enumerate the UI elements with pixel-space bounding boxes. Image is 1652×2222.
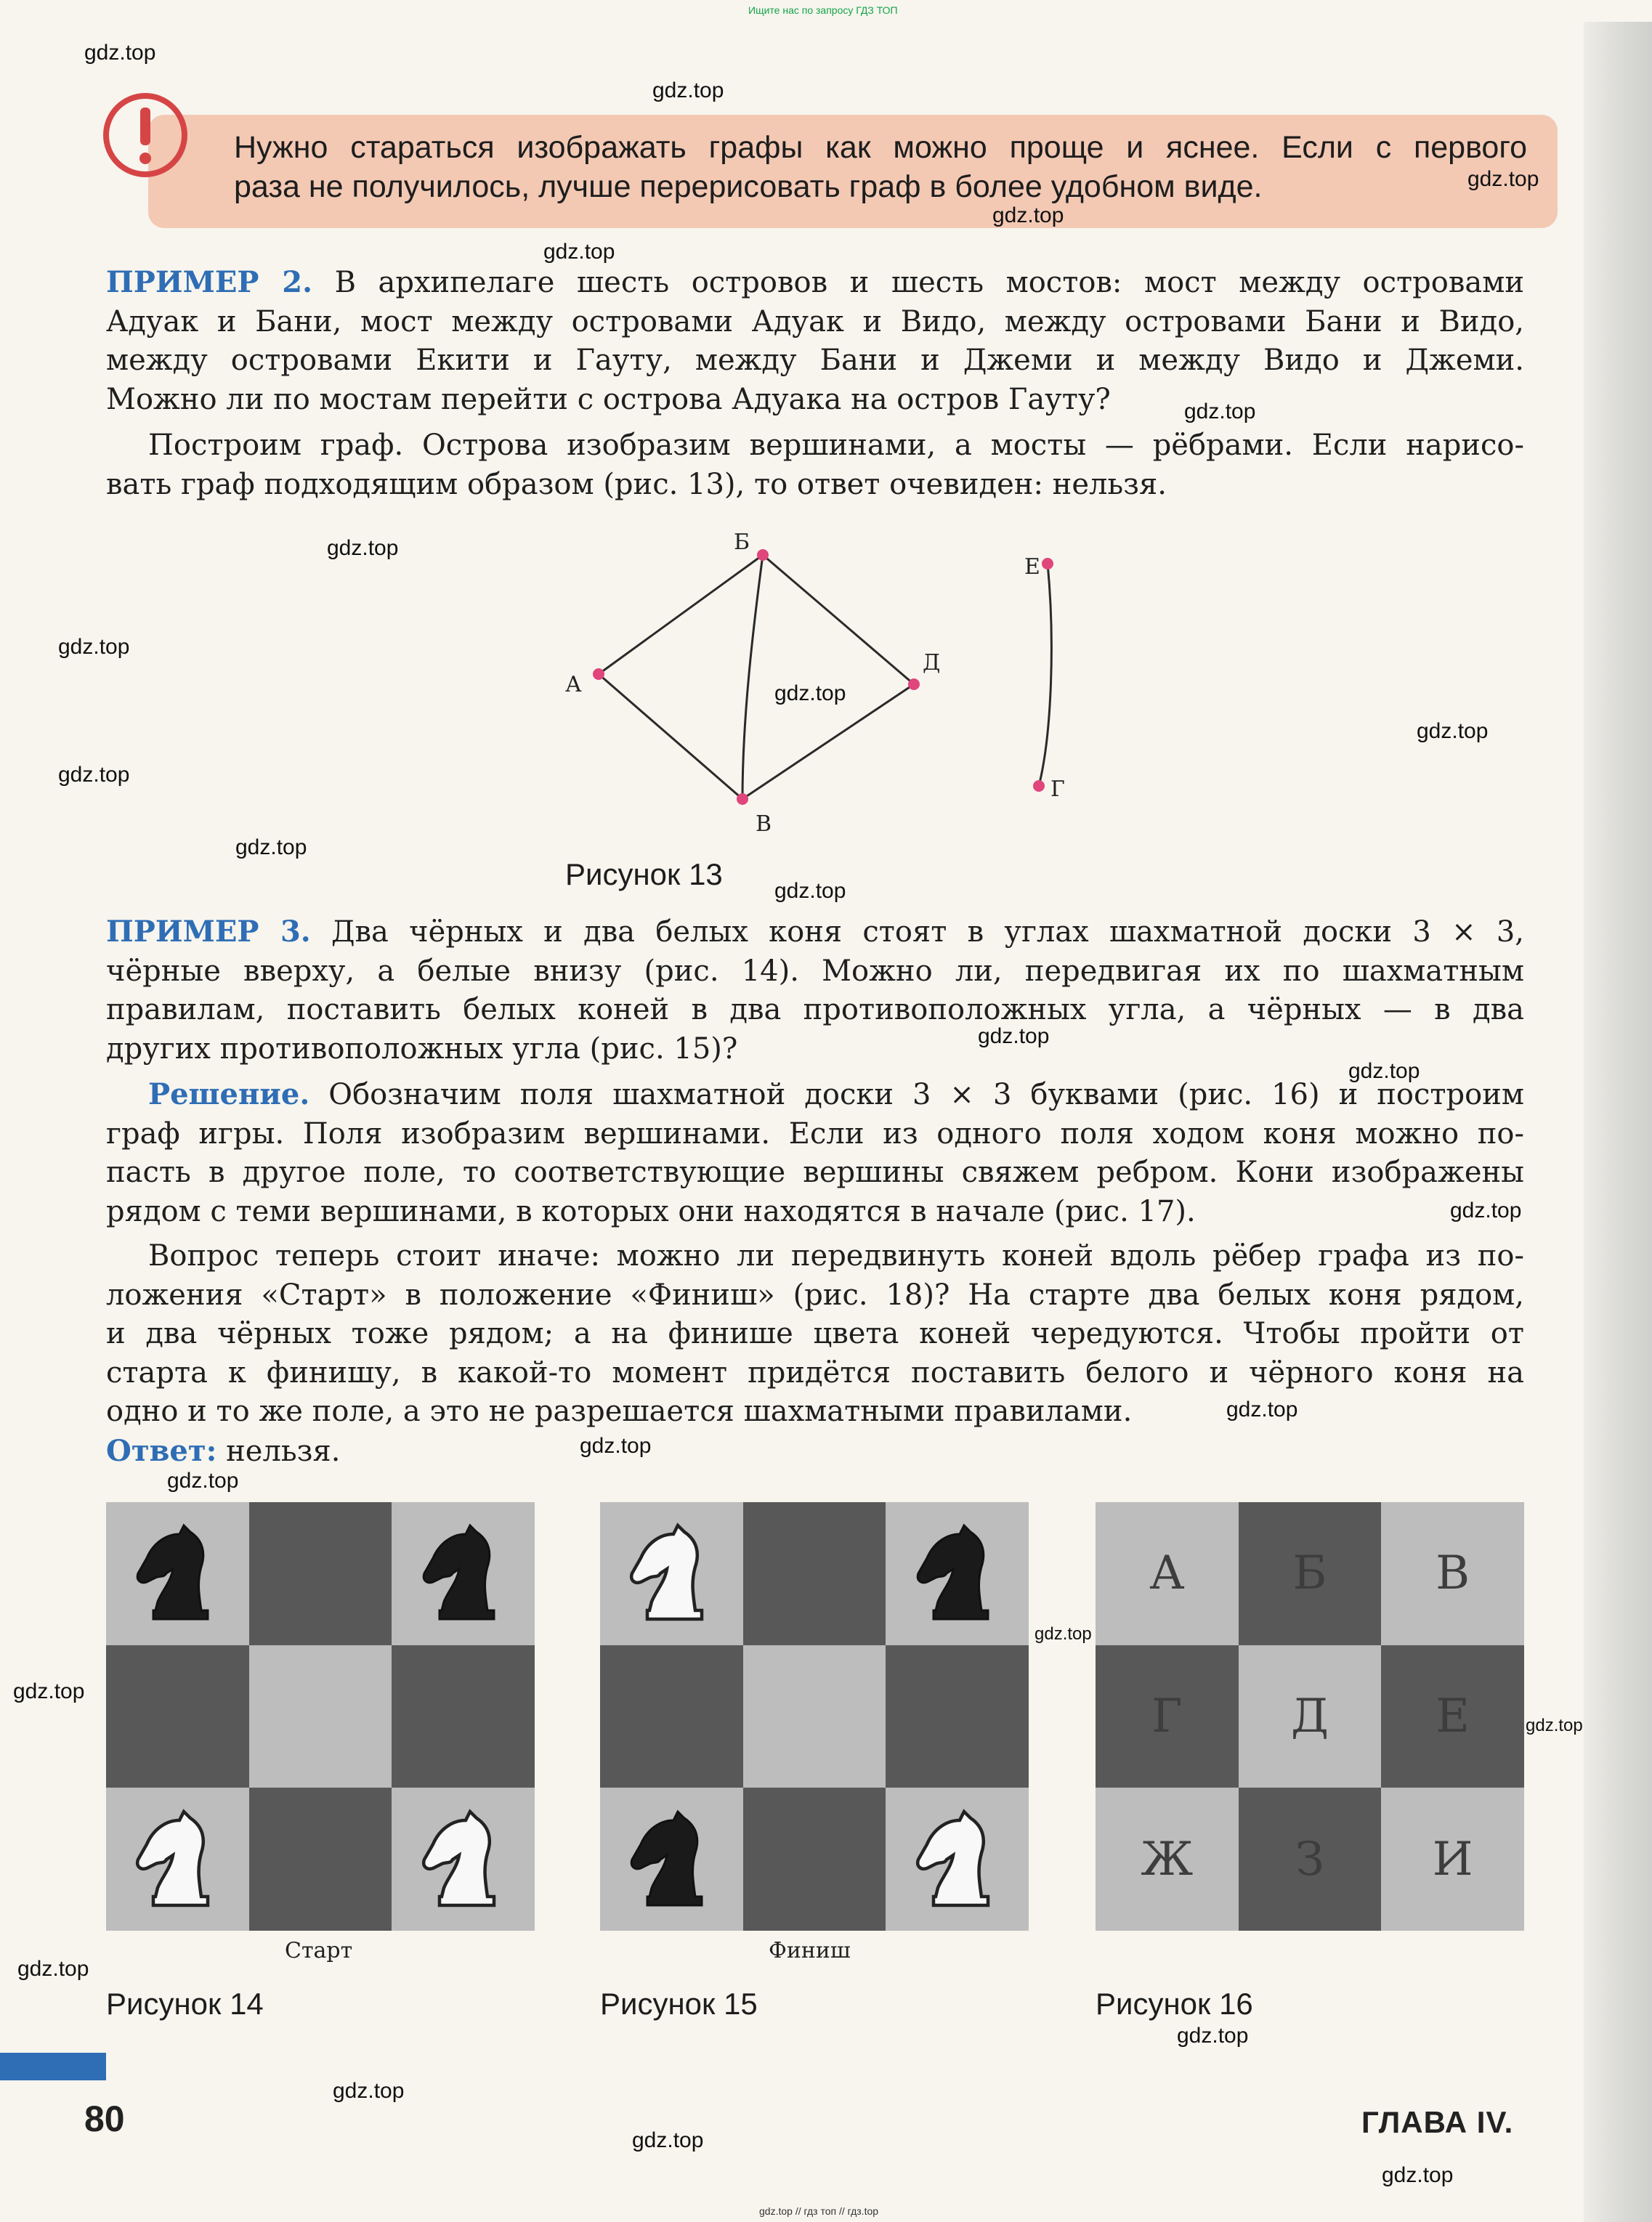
edge-b-d [763,555,914,684]
watermark: gdz.top [1382,2163,1454,2187]
vertex-label-b: Б [734,530,750,555]
board-cell [1239,1645,1382,1788]
watermark: gdz.top [1526,1716,1583,1735]
black-knight-icon [903,1519,1012,1628]
vertex-d [908,678,920,690]
text-line: Обозначим поля шахматной доски 3 × 3 буквами (рис. 16) и построим [309,1078,1524,1111]
text-line: рядом с теми вершинами, в которых они находятся в начале (рис. 17). [106,1194,1196,1228]
board-cell [1096,1788,1239,1931]
watermark: gdz.top [17,1957,89,1981]
cell-letter: Е [1436,1689,1470,1743]
text-line: других противоположных угла (рис. 15)? [106,1031,738,1066]
board-cell [1381,1645,1524,1788]
watermark: gdz.top [167,1469,239,1493]
cell-letter: Г [1151,1689,1183,1743]
board-cell [392,1502,535,1645]
watermark: gdz.top [1034,1624,1092,1644]
board-cell [249,1788,392,1931]
cell-letter: А [1149,1546,1185,1601]
chessboard-figure-15 [600,1502,1029,1931]
white-knight-icon [617,1519,726,1628]
vertex-label-v: В [756,811,772,837]
text-line: вать граф подходящим образом (рис. 13), то ответ очевиден: нельзя. [106,467,1167,501]
text-line: чёрные вверху, а белые внизу (рис. 14). Можно ли, передвигая их по шахматным [106,954,1524,988]
board-cell [886,1645,1029,1788]
board-cell [106,1788,249,1931]
example-2-label: ПРИМЕР 2. [106,265,313,299]
board-cell [392,1788,535,1931]
watermark: gdz.top [13,1679,85,1703]
chessboard-figure-16 [1096,1502,1524,1931]
board-cell [743,1788,886,1931]
black-knight-icon [617,1805,726,1914]
watermark: gdz.top [58,763,130,787]
watermark: gdz.top [978,1024,1050,1048]
vertex-label-e: Е [1024,554,1040,580]
exclamation-icon [102,92,189,179]
text-line: ложения «Старт» в положение «Финиш» (рис. 18)? На старте два белых коня рядом, [106,1278,1524,1312]
board-cell [1239,1502,1382,1645]
vertex-label-d: Д [923,650,941,676]
watermark: gdz.top [774,879,846,903]
solution-label: Решение. [148,1077,310,1111]
board-cell [600,1645,743,1788]
board-cell [1381,1788,1524,1931]
watermark: gdz.top [1184,400,1256,423]
board-cell [392,1645,535,1788]
watermark: gdz.top [84,41,156,65]
note-text [234,128,1527,206]
board-cell [600,1502,743,1645]
board-cell [743,1645,886,1788]
note-line: раза не получилось, лучше перерисовать граф в более удобном виде. [234,169,1263,204]
figure-14-caption: Рисунок 14 [106,1987,264,2021]
answer-text: нельзя. [216,1434,341,1468]
example-2-paragraph [106,263,1524,419]
board-cell [1381,1502,1524,1645]
cell-letter: Ж [1141,1832,1194,1886]
board-cell [600,1788,743,1931]
black-knight-icon [123,1519,232,1628]
watermark: gdz.top [580,1434,652,1458]
figure-13-caption: Рисунок 13 [565,857,723,891]
white-knight-icon [123,1805,232,1914]
vertex-g [1033,780,1045,792]
board-cell [886,1502,1029,1645]
board-cell [106,1502,249,1645]
vertex-e [1042,558,1053,569]
cell-letter: И [1432,1832,1473,1886]
black-knight-icon [409,1519,518,1628]
text-line: правилам, поставить белых коней в два противоположных угла, а чёрных — в два [106,993,1524,1027]
vertex-v [737,793,748,805]
bottom-note: gdz.top // гдз топ // гдз.top [759,2205,879,2217]
text-line: старта к финишу, в какой-то момент придётся поставить белого и чёрного коня на [106,1355,1524,1390]
chapter-label: ГЛАВА IV. [1361,2105,1514,2139]
figure-14-sublabel: Старт [285,1938,353,1963]
text-line: одно и то же поле, а это не разрешается шахматными правилами. [106,1395,1133,1429]
text-line: Построим граф. Острова изобразим вершинами, а мосты — рёбрами. Если нарисо- [148,429,1524,462]
answer-label: Ответ: [106,1433,217,1468]
text-line: В архипелаге шесть островов и шесть мостов: мост между островами [312,266,1524,299]
board-cell [886,1788,1029,1931]
text-line: пасть в другое поле, то соответствующие вершины свяжем ребром. Кони изображены [106,1156,1524,1190]
cell-letter: В [1436,1546,1470,1601]
white-knight-icon [903,1805,1012,1914]
answer-line [106,1432,1524,1472]
watermark: gdz.top [543,240,615,264]
chessboard-figure-14 [106,1502,535,1931]
board-cell [1239,1788,1382,1931]
edge-e-g [1039,564,1051,786]
build-paragraph [106,426,1524,504]
watermark: gdz.top [774,681,846,705]
cell-letter: Б [1292,1546,1327,1601]
white-knight-icon [409,1805,518,1914]
watermark: gdz.top [235,835,307,859]
watermark: gdz.top [1177,2024,1249,2048]
board-cell [1096,1502,1239,1645]
board-cell [1096,1645,1239,1788]
text-line: Вопрос теперь стоит иначе: можно ли передвинуть коней вдоль рёбер графа из по- [148,1239,1524,1273]
figure-16-caption: Рисунок 16 [1096,1987,1253,2021]
example-3-paragraph [106,912,1524,1069]
watermark: gdz.top [992,203,1064,227]
watermark: gdz.top [327,536,399,560]
text-line: между островами Екити и Гауту, между Бани и Джеми и между Видо и Джеми. [106,344,1524,378]
edge-a-v [599,674,742,799]
watermark: gdz.top [632,2128,704,2152]
vertex-label-a: А [565,672,582,697]
board-cell [743,1502,886,1645]
top-note: Ищите нас по запросу ГДЗ ТОП [748,4,898,16]
figure-15-caption: Рисунок 15 [600,1987,758,2021]
cell-letter: З [1295,1832,1324,1886]
vertex-label-g: Г [1050,777,1065,802]
watermark: gdz.top [333,2079,405,2103]
text-line: и два чёрных тоже рядом; а на финише цвета коней чередуются. Чтобы пройти от [106,1317,1524,1351]
watermark: gdz.top [58,635,130,659]
board-cell [249,1502,392,1645]
solution-paragraph [106,1075,1524,1231]
watermark: gdz.top [1467,167,1539,191]
text-line: Адуак и Бани, мост между островами Адуак и Видо, между островами Бани и Видо, [106,304,1524,338]
footer-accent-bar [0,2053,106,2080]
watermark: gdz.top [1450,1199,1522,1222]
note-line: Нужно стараться изображать графы как можно проще и яснее. Если с первого [234,130,1527,165]
text-line: Два чёрных и два белых коня стоят в углах шахматной доски 3 × 3, [310,915,1525,949]
cell-letter: Д [1290,1689,1329,1743]
board-cell [249,1645,392,1788]
page-edge-shade [1584,22,1652,2222]
edge-a-b [599,555,763,674]
watermark: gdz.top [1417,719,1489,743]
vertex-a [593,668,604,680]
question-paragraph [106,1237,1524,1472]
board-cell [106,1645,249,1788]
text-line: граф игры. Поля изобразим вершинами. Если из одного поля ходом коня можно по- [106,1116,1524,1151]
watermark: gdz.top [1348,1059,1420,1083]
watermark: gdz.top [1226,1398,1298,1422]
edge-b-v [742,555,763,799]
figure-15-sublabel: Финиш [769,1938,851,1963]
text-line: Можно ли по мостам перейти с острова Адуака на остров Гауту? [106,382,1111,416]
vertex-b [757,549,769,561]
watermark: gdz.top [652,78,724,102]
page-number: 80 [84,2099,125,2139]
example-3-label: ПРИМЕР 3. [106,915,311,949]
